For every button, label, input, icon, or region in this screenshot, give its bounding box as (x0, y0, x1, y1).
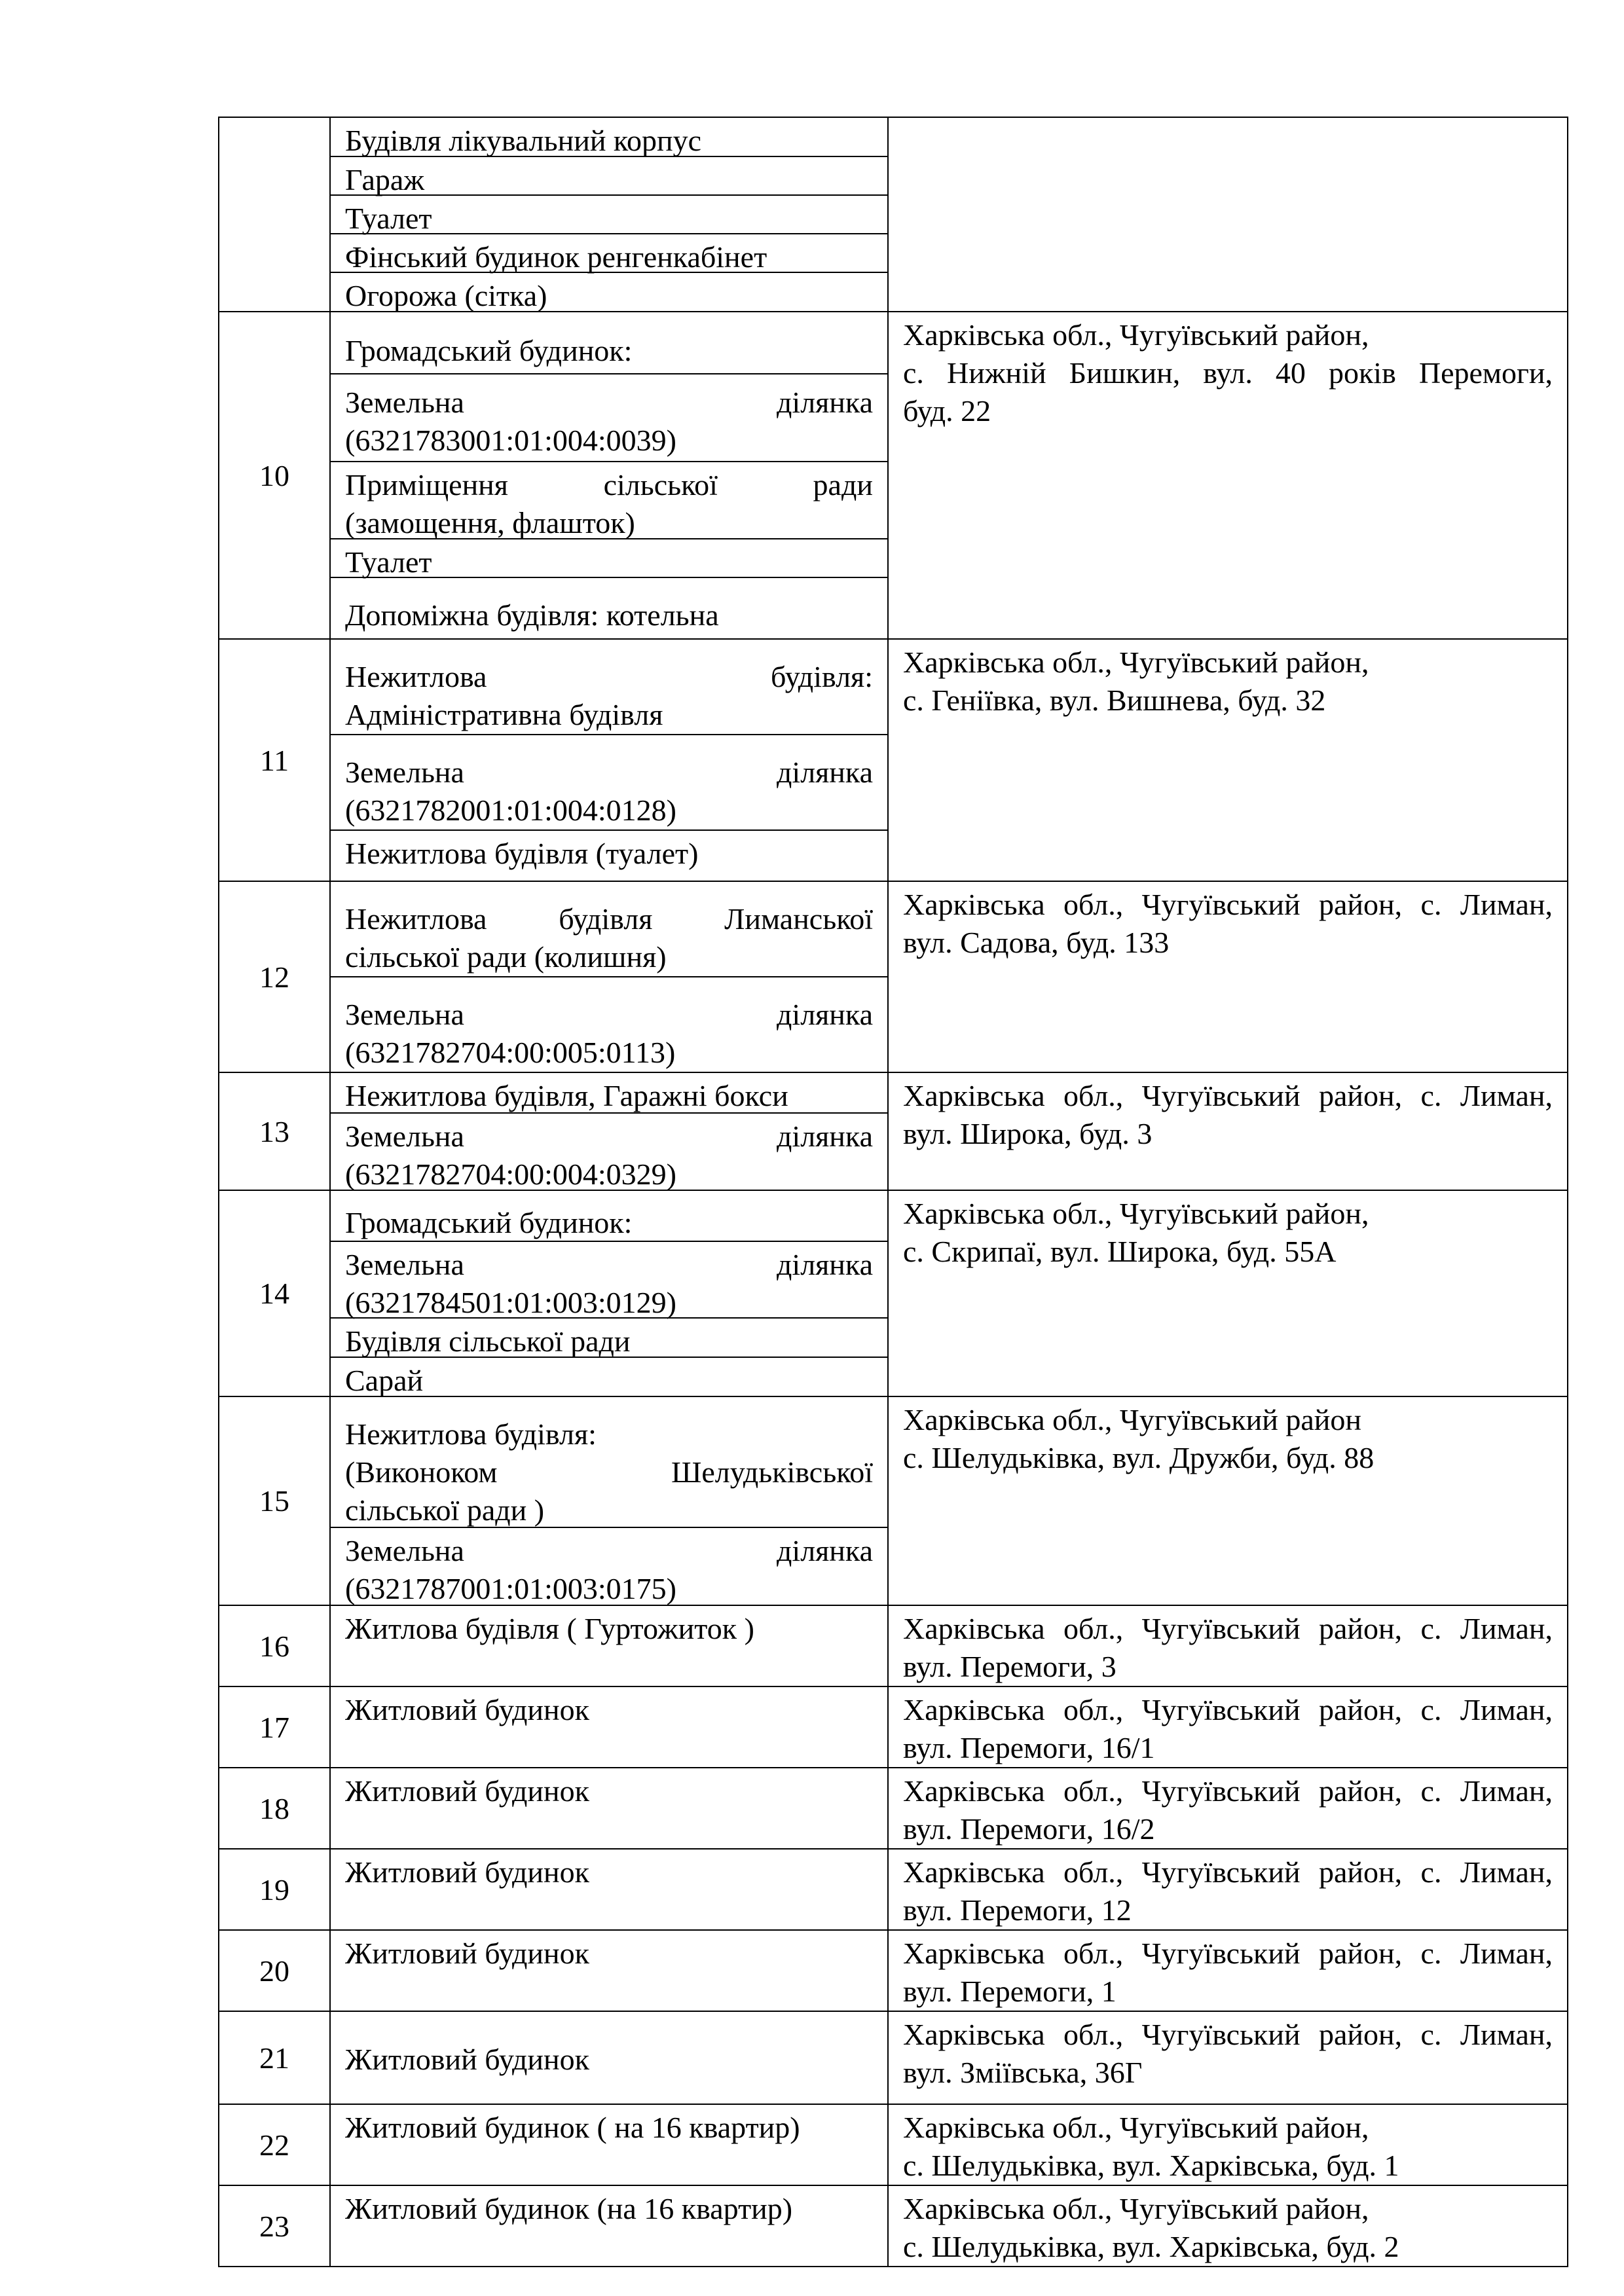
table-row (219, 1190, 1568, 1396)
object-item: Нежитлова будівля, Гаражні бокси (331, 1073, 887, 1114)
object-item: Житловий будинок (на 16 квартир) (345, 2192, 793, 2225)
property-table (218, 117, 1568, 2267)
object-item: Будівля лікувальний корпус (331, 118, 887, 157)
address-cell: Харківська обл., Чугуївський район, с. Геніївка, вул. Вишнева, буд. 32 (888, 639, 1568, 881)
object-item: Громадський будинок: (331, 312, 887, 374)
row-number: 22 (219, 2104, 330, 2185)
object-item: Земельна ділянка (6321787001:01:003:0175) (345, 1534, 873, 1605)
object-cell (330, 2011, 888, 2104)
table-row (219, 312, 1568, 639)
object-item: Нежитлова будівля Лиманської сільської ради (колишня) (331, 882, 887, 977)
object-cell (330, 1768, 888, 1849)
object-item: Будівля сільської ради (331, 1319, 887, 1358)
row-number: 15 (219, 1396, 330, 1605)
object-item: Земельна ділянка (6321784501:01:003:0129) (331, 1242, 887, 1319)
row-number: 11 (219, 639, 330, 881)
object-cell (330, 1072, 888, 1190)
row-number: 23 (219, 2185, 330, 2267)
address-cell: Харківська обл., Чугуївський район, с. Шелудьківка, вул. Харківська, буд. 1 (888, 2104, 1568, 2185)
row-number: 20 (219, 1930, 330, 2011)
object-item: Приміщення сільської ради (замощення, флашток) (331, 462, 887, 539)
object-item: Житловий будинок (345, 1693, 589, 1726)
object-item: Нежитлова будівля (туалет) (345, 837, 699, 870)
object-item: Земельна ділянка (6321782704:00:004:0329) (345, 1120, 873, 1191)
row-number: 18 (219, 1768, 330, 1849)
table-row (219, 639, 1568, 881)
table-row (219, 1686, 1568, 1768)
object-cell (330, 312, 888, 639)
address-cell: Харківська обл., Чугуївський район, с. Шелудьківка, вул. Харківська, буд. 2 (888, 2185, 1568, 2267)
table-row (219, 2104, 1568, 2185)
object-item: Нежитлова будівля: Адміністративна будівля (331, 640, 887, 735)
object-cell (330, 1396, 888, 1605)
object-cell (330, 1930, 888, 2011)
object-item: Туалет (331, 539, 887, 578)
table-row (219, 881, 1568, 1072)
address-cell: Харківська обл., Чугуївський район, с. Скрипаї, вул. Широка, буд. 55А (888, 1190, 1568, 1396)
row-number: 10 (219, 312, 330, 639)
table-row (219, 1605, 1568, 1686)
object-item: Земельна ділянка (6321782001:01:004:0128) (331, 735, 887, 831)
object-item: Земельна ділянка (6321783001:01:004:0039) (331, 374, 887, 462)
object-cell (330, 1605, 888, 1686)
object-item: Житловий будинок (345, 1937, 589, 1970)
object-item: Фінський будинок ренгенкабінет (331, 234, 887, 273)
address-cell: Харківська обл., Чугуївський район, с. Лиман, вул. Перемоги, 3 (888, 1605, 1568, 1686)
row-number: 19 (219, 1849, 330, 1930)
row-number: 16 (219, 1605, 330, 1686)
row-number: 14 (219, 1190, 330, 1396)
table-row (219, 1768, 1568, 1849)
object-item: Житловий будинок (345, 1774, 589, 1808)
object-cell (330, 1849, 888, 1930)
object-cell (330, 2185, 888, 2267)
object-item: Туалет (331, 196, 887, 234)
object-item: Житловий будинок (345, 1855, 589, 1889)
address-cell: Харківська обл., Чугуївський район, с. Лиман, вул. Перемоги, 1 (888, 1930, 1568, 2011)
row-number (219, 117, 330, 312)
address-cell: Харківська обл., Чугуївський район, с. Лиман, вул. Зміївська, 36Г (888, 2011, 1568, 2104)
row-number: 21 (219, 2011, 330, 2104)
row-number: 12 (219, 881, 330, 1072)
object-cell (330, 1190, 888, 1396)
table-row (219, 1849, 1568, 1930)
object-cell (330, 1686, 888, 1768)
object-cell (330, 2104, 888, 2185)
object-item: Допоміжна будівля: котельна (345, 598, 719, 632)
address-cell: Харківська обл., Чугуївський район с. Шелудьківка, вул. Дружби, буд. 88 (888, 1396, 1568, 1605)
table-row (219, 1396, 1568, 1605)
object-item: Житлова будівля ( Гуртожиток ) (345, 1612, 754, 1645)
object-item: Земельна ділянка (6321782704:00:005:0113) (345, 998, 873, 1069)
table-row (219, 2185, 1568, 2267)
address-cell: Харківська обл., Чугуївський район, с. Лиман, вул. Перемоги, 16/1 (888, 1686, 1568, 1768)
address-cell (888, 117, 1568, 312)
object-item: Нежитлова будівля: (Виконоком Шелудьківської сільської ради ) (331, 1397, 887, 1528)
object-cell (330, 117, 888, 312)
address-cell: Харківська обл., Чугуївський район, с. Лиман, вул. Широка, буд. 3 (888, 1072, 1568, 1190)
address-cell: Харківська обл., Чугуївський район, с. Лиман, вул. Перемоги, 12 (888, 1849, 1568, 1930)
table-row (219, 117, 1568, 312)
table-row (219, 1072, 1568, 1190)
object-item: Житловий будинок ( на 16 квартир) (345, 2111, 800, 2144)
address-cell: Харківська обл., Чугуївський район, с. Лиман, вул. Перемоги, 16/2 (888, 1768, 1568, 1849)
object-cell (330, 881, 888, 1072)
table-row (219, 1930, 1568, 2011)
table-row (219, 2011, 1568, 2104)
address-cell: Харківська обл., Чугуївський район, с. Нижній Бишкин, вул. 40 років Перемоги, буд. 22 (888, 312, 1568, 639)
object-item: Громадський будинок: (331, 1191, 887, 1242)
object-cell (330, 639, 888, 881)
object-item: Сарай (345, 1364, 424, 1397)
row-number: 13 (219, 1072, 330, 1190)
object-item: Огорожа (сітка) (345, 279, 547, 312)
row-number: 17 (219, 1686, 330, 1768)
object-item: Гараж (331, 157, 887, 196)
object-item: Житловий будинок (345, 2043, 589, 2076)
address-cell: Харківська обл., Чугуївський район, с. Лиман, вул. Садова, буд. 133 (888, 881, 1568, 1072)
